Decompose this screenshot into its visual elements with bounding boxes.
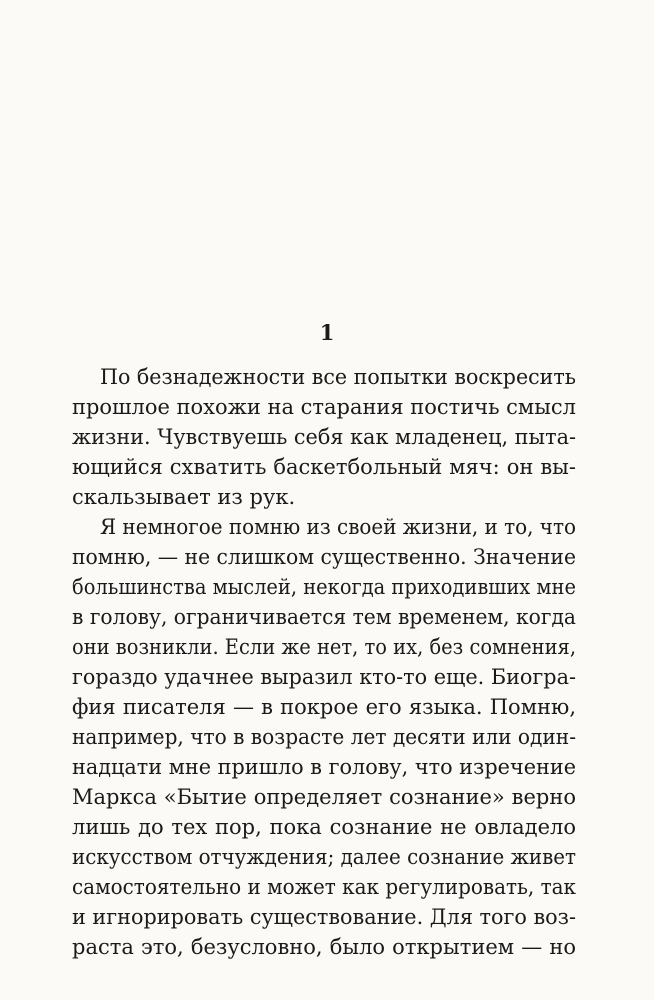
text-line: они возникли. Если же нет, то их, без сомнения, (72, 635, 576, 659)
text-line: и игнорировать существование. Для того воз- (72, 905, 576, 929)
text-line: ющийся схватить баскетбольный мяч: он вы- (72, 455, 576, 479)
text-line: Маркса «Бытие определяет сознание» верно (72, 785, 576, 809)
text-line: прошлое похожи на старания постичь смысл (72, 395, 576, 419)
text-line: лишь до тех пор, пока сознание не овладело (72, 815, 576, 839)
text-line: самостоятельно и может как регулировать, так (72, 875, 576, 899)
chapter-number: 1 (319, 320, 335, 345)
text-line: помню, — не слишком существенно. Значение (72, 545, 576, 569)
text-line: Я немногое помню из своей жизни, и то, что (100, 515, 576, 539)
text-line: По безнадежности все попытки воскресить (100, 365, 576, 389)
text-line: например, что в возрасте лет десяти или один- (72, 725, 576, 749)
text-line: гораздо удачнее выразил кто-то еще. Биогра- (72, 665, 576, 689)
text-line: жизни. Чувствуешь себя как младенец, пыта- (72, 425, 576, 449)
text-line: искусством отчуждения; далее сознание живет (72, 845, 576, 869)
text-line: раста это, безусловно, было открытием — но (72, 935, 576, 959)
text-line: надцати мне пришло в голову, что изречение (72, 755, 576, 779)
text-line: скальзывает из рук. (72, 485, 296, 509)
text-line: большинства мыслей, некогда приходивших мне (72, 575, 576, 599)
text-line: в голову, ограничивается тем временем, когда (72, 605, 576, 629)
text-line: фия писателя — в покрое его языка. Помню, (72, 695, 576, 719)
